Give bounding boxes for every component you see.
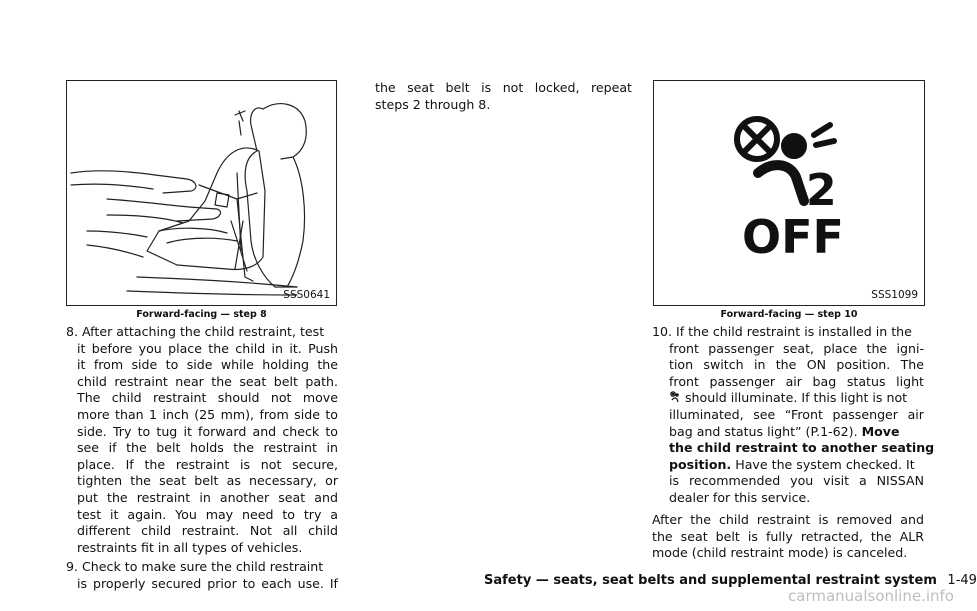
text-line: is properly secured prior to each use. If [77, 575, 338, 591]
text-line [652, 457, 924, 474]
text-line: After the child restraint is removed and [652, 512, 924, 527]
text-line: The child restraint should not move [77, 390, 338, 406]
text-line: the seat belt is not locked, repeat [375, 80, 632, 95]
page-number: 1-49 [947, 573, 977, 588]
text-segment: should illuminate. If this light is not [685, 390, 908, 406]
figure-airbag-status-light [653, 80, 925, 306]
text-line: it before you place the child in it. Push [77, 340, 338, 356]
figure-code: SSS1099 [871, 289, 918, 301]
text-line: mode (child restraint mode) is canceled. [652, 545, 908, 561]
figure-caption: Forward-facing — step 8 [136, 309, 267, 320]
text-line: 8. After attaching the child restraint, test [66, 324, 325, 339]
text-line: more than 1 inch (25 mm), from side to [77, 406, 338, 422]
figure-child-restraint-step8 [66, 80, 337, 306]
text-line: test it again. You may need to try a [77, 506, 338, 522]
page-footer [484, 573, 977, 588]
text-line: put the restraint in another seat and [77, 489, 338, 505]
text-line: front passenger seat, place the igni- [669, 340, 924, 356]
text-segment-bold: position. [669, 456, 732, 472]
icon-number: 2 [806, 165, 837, 216]
text-line: front passenger air bag status light [669, 373, 924, 389]
text-line: child restraint near the seat belt path. [77, 373, 338, 389]
text-line-bold: the child restraint to another seating [669, 440, 935, 456]
figure-code: SSS0641 [283, 289, 330, 301]
text-line: tion switch in the ON position. The [669, 357, 924, 373]
text-line: it from side to side while holding the [77, 357, 338, 373]
watermark: carmanualsonline.info [788, 587, 954, 605]
text-line: the seat belt is fully retracted, the ALR [652, 528, 924, 544]
text-line: steps 2 through 8. [375, 96, 491, 112]
child-restraint-illustration [67, 81, 336, 305]
text-line: illuminated, see “Front passenger air [669, 406, 924, 422]
step-10-text [652, 324, 935, 507]
text-line: place. If the restraint is not secure, [77, 456, 338, 472]
text-line: see if the belt holds the restraint in [77, 440, 338, 456]
text-line: tighten the seat belt as necessary, or [77, 473, 338, 489]
text-line: 9. Check to make sure the child restraint [66, 559, 324, 574]
text-segment-bold: Move [861, 423, 900, 439]
step-9-text-continued [364, 80, 632, 113]
airbag-status-icon [669, 391, 681, 403]
text-segment: bag and status light” (P.1-62). [669, 423, 858, 439]
text-line: is recommended you visit a NISSAN [669, 473, 924, 489]
passenger-airbag-off-icon [654, 81, 924, 305]
step-9-text-start [66, 559, 338, 592]
step-8-text [66, 324, 338, 556]
text-line [652, 424, 924, 441]
text-line [652, 390, 924, 407]
text-segment: Have the system checked. It [735, 456, 915, 472]
text-line: dealer for this service. [669, 489, 811, 505]
text-line: restraints fit in all types of vehicles. [77, 539, 303, 555]
figure-caption: Forward-facing — step 10 [720, 309, 858, 320]
text-line: 10. If the child restraint is installed in the [652, 324, 912, 339]
icon-off-label: OFF [742, 210, 844, 264]
text-line: side. Try to tug it forward and check to [77, 423, 338, 439]
text-line: different child restraint. Not all child [77, 523, 338, 539]
footer-section-title: Safety — seats, seat belts and supplemental restraint system [484, 573, 937, 588]
closing-paragraph [652, 512, 924, 562]
